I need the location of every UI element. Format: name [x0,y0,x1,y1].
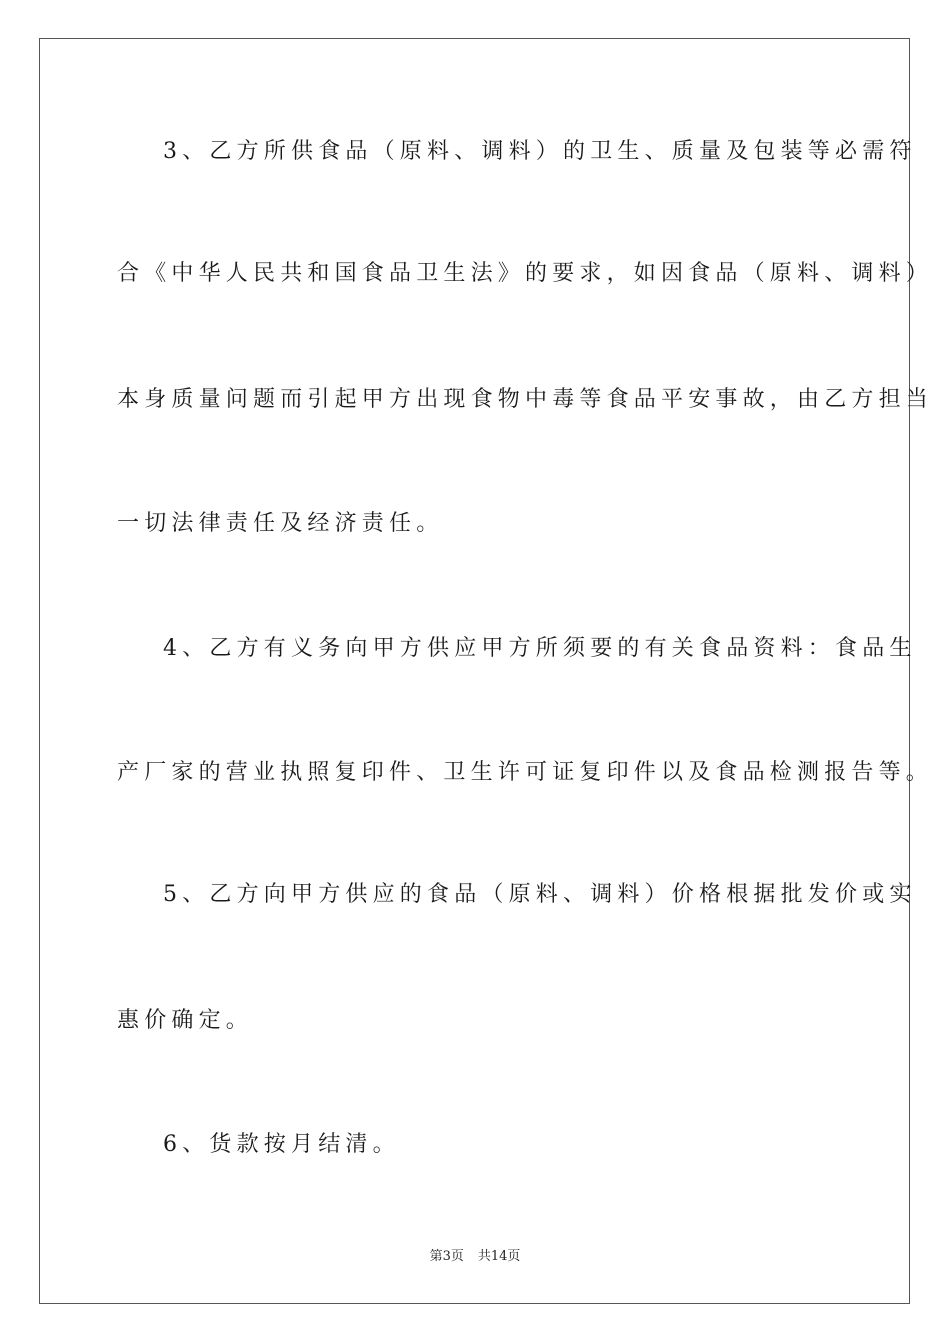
page-border [39,38,934,1304]
clause-3-line-2: 合《中华人民共和国食品卫生法》的要求，如因食品（原料、调料） [117,261,934,286]
clause-5-line-1: 5、乙方向甲方供应的食品（原料、调料）价格根据批发价或实 [163,882,917,907]
clause-3-line-4: 一切法律责任及经济责任。 [117,511,444,536]
clause-4-line-1: 4、乙方有义务向甲方供应甲方所须要的有关食品资料：食品生 [163,636,917,661]
clause-6-line-1: 6、货款按月结清。 [163,1132,400,1157]
page-total: 共14页 [477,1249,521,1264]
page-number: 第3页 [429,1249,464,1264]
clause-5-line-2: 惠价确定。 [117,1008,254,1033]
clause-3-line-3: 本身质量问题而引起甲方出现食物中毒等食品平安事故，由乙方担当 [117,387,934,412]
clause-3-line-1: 3、乙方所供食品（原料、调料）的卫生、质量及包装等必需符 [163,139,917,164]
page-footer [0,1248,950,1266]
clause-4-line-2: 产厂家的营业执照复印件、卫生许可证复印件以及食品检测报告等。 [117,760,934,785]
